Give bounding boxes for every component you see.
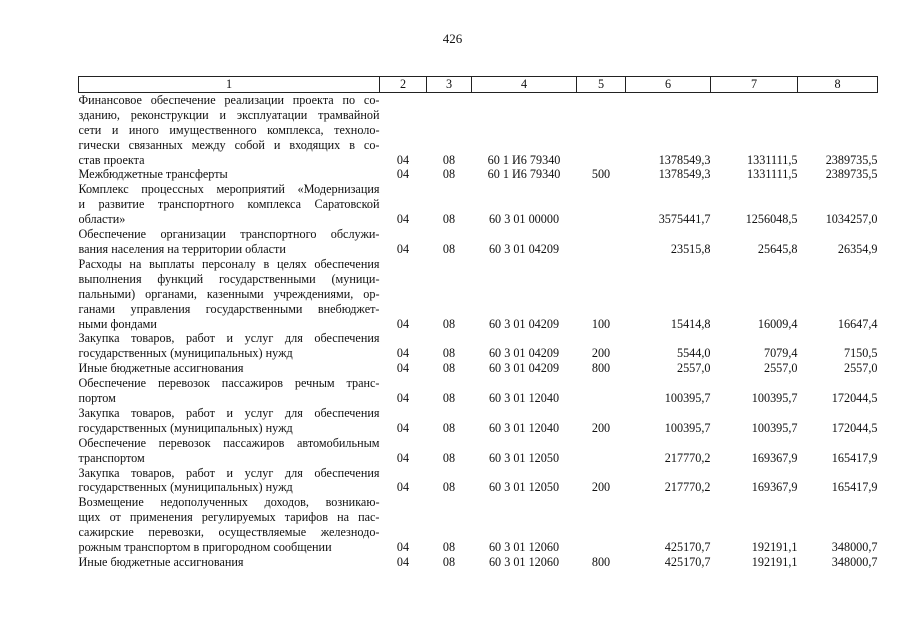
row-amount-year1: 100395,7 bbox=[664, 420, 711, 435]
row-amount-year2: 7079,4 bbox=[763, 346, 798, 361]
row-name bbox=[79, 406, 380, 436]
row-name-line: став проекта bbox=[78, 152, 145, 167]
row-name bbox=[79, 495, 380, 555]
row-name-line: Межбюджетные трансферты bbox=[78, 167, 228, 182]
row-section: 04 bbox=[396, 152, 410, 167]
row-amount-year1: 5544,0 bbox=[676, 346, 711, 361]
row-amount-year3: 2389735,5 bbox=[825, 167, 878, 182]
row-amount-year1: 3575441,7 bbox=[658, 212, 711, 227]
table-row bbox=[79, 92, 878, 167]
table-row bbox=[79, 495, 878, 555]
row-section: 04 bbox=[396, 241, 410, 256]
row-amount-year2: 100395,7 bbox=[751, 420, 798, 435]
row-name-line: Комплекс процессных мероприятий «Модернизация bbox=[78, 182, 380, 197]
row-target-article: 60 3 01 12050 bbox=[488, 450, 560, 465]
row-target-article: 60 1 И6 79340 bbox=[487, 167, 561, 182]
table-row bbox=[79, 466, 878, 496]
row-name-line: вания населения на территории области bbox=[78, 241, 286, 256]
row-name-line: Обеспечение перевозок пассажиров речным транс- bbox=[78, 376, 380, 391]
row-name-line: ными фондами bbox=[78, 316, 157, 331]
row-name-line: сажирские перевозки, осуществляемые железнодо- bbox=[78, 525, 380, 540]
row-amount-year2: 1256048,5 bbox=[745, 212, 798, 227]
row-amount-year2: 1331111,5 bbox=[747, 152, 798, 167]
row-name-line: Финансовое обеспечение реализации проекта по со- bbox=[78, 92, 380, 107]
row-section: 04 bbox=[396, 167, 410, 182]
row-amount-year1: 2557,0 bbox=[676, 361, 711, 376]
row-subsection: 08 bbox=[442, 167, 456, 182]
row-section: 04 bbox=[396, 480, 410, 495]
row-section: 04 bbox=[396, 555, 410, 569]
row-target-article: 60 3 01 12060 bbox=[488, 540, 560, 555]
row-expense-type bbox=[577, 495, 626, 555]
row-name-line: Закупка товаров, работ и услуг для обеспечения bbox=[78, 331, 380, 346]
header-cell-year2: 7 bbox=[711, 77, 798, 93]
row-name bbox=[79, 92, 380, 167]
table-row bbox=[79, 436, 878, 466]
row-name-line: Обеспечение организации транспортного обслужи- bbox=[78, 227, 380, 242]
row-section: 04 bbox=[396, 391, 410, 406]
header-cell-target-article: 4 bbox=[472, 77, 577, 93]
row-expense-type: 200 bbox=[591, 480, 611, 495]
table-row bbox=[79, 167, 878, 182]
row-amount-year1: 217770,2 bbox=[664, 480, 711, 495]
row-name-line: Закупка товаров, работ и услуг для обеспечения bbox=[78, 465, 380, 480]
table-row bbox=[79, 227, 878, 257]
row-amount-year3: 1034257,0 bbox=[825, 212, 878, 227]
row-amount-year2: 169367,9 bbox=[751, 450, 798, 465]
row-amount-year2: 169367,9 bbox=[751, 480, 798, 495]
row-name bbox=[79, 257, 380, 332]
row-amount-year2: 2557,0 bbox=[763, 361, 798, 376]
row-amount-year3: 16647,4 bbox=[837, 316, 878, 331]
row-section: 04 bbox=[396, 450, 410, 465]
row-name-line: Закупка товаров, работ и услуг для обеспечения bbox=[78, 405, 380, 420]
row-name bbox=[79, 182, 380, 227]
row-section: 04 bbox=[396, 346, 410, 361]
page-number: 426 bbox=[442, 31, 463, 46]
row-name-line: государственных (муниципальных) нужд bbox=[78, 480, 293, 495]
row-name-line: транспортом bbox=[78, 450, 145, 465]
row-target-article: 60 3 01 04209 bbox=[488, 346, 560, 361]
row-expense-type bbox=[577, 92, 626, 167]
row-name-line: Возмещение недополученных доходов, возникаю- bbox=[78, 495, 380, 510]
row-expense-type bbox=[577, 227, 626, 257]
row-name-line: области» bbox=[78, 212, 126, 227]
row-name-line: рожным транспортом в пригородном сообщении bbox=[78, 540, 332, 555]
row-target-article: 60 3 01 12040 bbox=[488, 391, 560, 406]
row-subsection: 08 bbox=[442, 450, 456, 465]
row-subsection: 08 bbox=[442, 241, 456, 256]
header-cell-expense-type: 5 bbox=[577, 77, 626, 93]
row-expense-type: 200 bbox=[591, 346, 611, 361]
row-amount-year3: 2557,0 bbox=[843, 361, 878, 376]
row-target-article: 60 1 И6 79340 bbox=[487, 152, 561, 167]
row-expense-type: 100 bbox=[591, 316, 611, 331]
row-section: 04 bbox=[396, 212, 410, 227]
row-name-line: гически связанных между собой и входящих в со- bbox=[78, 137, 380, 152]
row-expense-type: 800 bbox=[591, 361, 611, 376]
row-amount-year3: 348000,7 bbox=[831, 540, 878, 555]
row-name bbox=[79, 555, 380, 570]
row-subsection: 08 bbox=[442, 152, 456, 167]
table-row bbox=[79, 257, 878, 332]
table-row bbox=[79, 376, 878, 406]
header-cell-subsection: 3 bbox=[427, 77, 472, 93]
row-amount-year3: 172044,5 bbox=[831, 420, 878, 435]
row-amount-year3: 2389735,5 bbox=[825, 152, 878, 167]
row-name-line: государственных (муниципальных) нужд bbox=[78, 420, 293, 435]
row-subsection: 08 bbox=[442, 316, 456, 331]
row-target-article: 60 3 01 12060 bbox=[488, 555, 560, 569]
row-name bbox=[79, 361, 380, 376]
row-target-article: 60 3 01 04209 bbox=[488, 361, 560, 376]
row-amount-year2: 1331111,5 bbox=[747, 167, 798, 182]
row-subsection: 08 bbox=[442, 361, 456, 376]
row-name bbox=[79, 227, 380, 257]
row-amount-year2: 16009,4 bbox=[757, 316, 798, 331]
row-name-line: щих от применения регулируемых тарифов на пас- bbox=[78, 510, 380, 525]
row-section: 04 bbox=[396, 316, 410, 331]
row-section: 04 bbox=[396, 420, 410, 435]
header-cell-year3: 8 bbox=[798, 77, 878, 93]
row-amount-year1: 1378549,3 bbox=[658, 152, 711, 167]
row-subsection: 08 bbox=[442, 480, 456, 495]
row-section: 04 bbox=[396, 540, 410, 555]
row-name-line: ганами управления государственными внебюджет- bbox=[78, 301, 380, 316]
row-name-line: Иные бюджетные ассигнования bbox=[78, 361, 244, 376]
row-amount-year3: 348000,7 bbox=[831, 555, 878, 569]
row-name bbox=[79, 331, 380, 361]
row-name-line: зданию, реконструкции и эксплуатации трамвайной bbox=[78, 107, 380, 122]
row-name bbox=[79, 167, 380, 182]
row-amount-year1: 1378549,3 bbox=[658, 167, 711, 182]
row-name-line: выполнения функций государственными (муници- bbox=[78, 271, 380, 286]
row-subsection: 08 bbox=[442, 555, 456, 569]
row-amount-year1: 15414,8 bbox=[670, 316, 711, 331]
row-amount-year1: 100395,7 bbox=[664, 391, 711, 406]
row-target-article: 60 3 01 00000 bbox=[488, 212, 560, 227]
budget-table bbox=[78, 76, 878, 570]
header-cell-section: 2 bbox=[380, 77, 427, 93]
row-subsection: 08 bbox=[442, 420, 456, 435]
row-amount-year2: 25645,8 bbox=[757, 241, 798, 256]
table-row bbox=[79, 555, 878, 570]
row-expense-type bbox=[577, 182, 626, 227]
row-expense-type: 800 bbox=[591, 555, 611, 569]
row-amount-year1: 425170,7 bbox=[664, 555, 711, 569]
row-name-line: государственных (муниципальных) нужд bbox=[78, 346, 293, 361]
row-amount-year1: 217770,2 bbox=[664, 450, 711, 465]
row-name bbox=[79, 466, 380, 496]
row-name-line: портом bbox=[78, 391, 116, 406]
row-amount-year2: 192191,1 bbox=[751, 555, 798, 569]
row-name-line: Иные бюджетные ассигнования bbox=[78, 555, 244, 569]
row-amount-year1: 425170,7 bbox=[664, 540, 711, 555]
row-amount-year3: 26354,9 bbox=[837, 241, 878, 256]
row-amount-year3: 7150,5 bbox=[843, 346, 878, 361]
row-amount-year2: 192191,1 bbox=[751, 540, 798, 555]
table-row bbox=[79, 406, 878, 436]
row-target-article: 60 3 01 12050 bbox=[488, 480, 560, 495]
header-cell-year1: 6 bbox=[626, 77, 711, 93]
row-name-line: Обеспечение перевозок пассажиров автомобильным bbox=[78, 435, 380, 450]
row-expense-type: 500 bbox=[591, 167, 611, 182]
row-subsection: 08 bbox=[442, 346, 456, 361]
row-target-article: 60 3 01 12040 bbox=[488, 420, 560, 435]
row-amount-year1: 23515,8 bbox=[670, 241, 711, 256]
row-subsection: 08 bbox=[442, 540, 456, 555]
header-cell-name: 1 bbox=[79, 77, 380, 93]
table-row bbox=[79, 182, 878, 227]
row-subsection: 08 bbox=[442, 391, 456, 406]
table-row bbox=[79, 361, 878, 376]
table-row bbox=[79, 331, 878, 361]
row-name-line: и развитие транспортного комплекса Саратовской bbox=[78, 197, 380, 212]
row-target-article: 60 3 01 04209 bbox=[488, 241, 560, 256]
row-name-line: пальными) органами, казенными учреждениями, ор- bbox=[78, 286, 380, 301]
row-amount-year3: 165417,9 bbox=[831, 450, 878, 465]
row-amount-year2: 100395,7 bbox=[751, 391, 798, 406]
row-name bbox=[79, 436, 380, 466]
row-target-article: 60 3 01 04209 bbox=[488, 316, 560, 331]
header-row bbox=[79, 77, 878, 93]
row-amount-year3: 172044,5 bbox=[831, 391, 878, 406]
row-amount-year3: 165417,9 bbox=[831, 480, 878, 495]
row-expense-type bbox=[577, 376, 626, 406]
row-expense-type: 200 bbox=[591, 420, 611, 435]
row-expense-type bbox=[577, 436, 626, 466]
row-name bbox=[79, 376, 380, 406]
row-name-line: сети и иного имущественного комплекса, техноло- bbox=[78, 122, 380, 137]
row-name-line: Расходы на выплаты персоналу в целях обеспечения bbox=[78, 256, 380, 271]
row-section: 04 bbox=[396, 361, 410, 376]
row-subsection: 08 bbox=[442, 212, 456, 227]
